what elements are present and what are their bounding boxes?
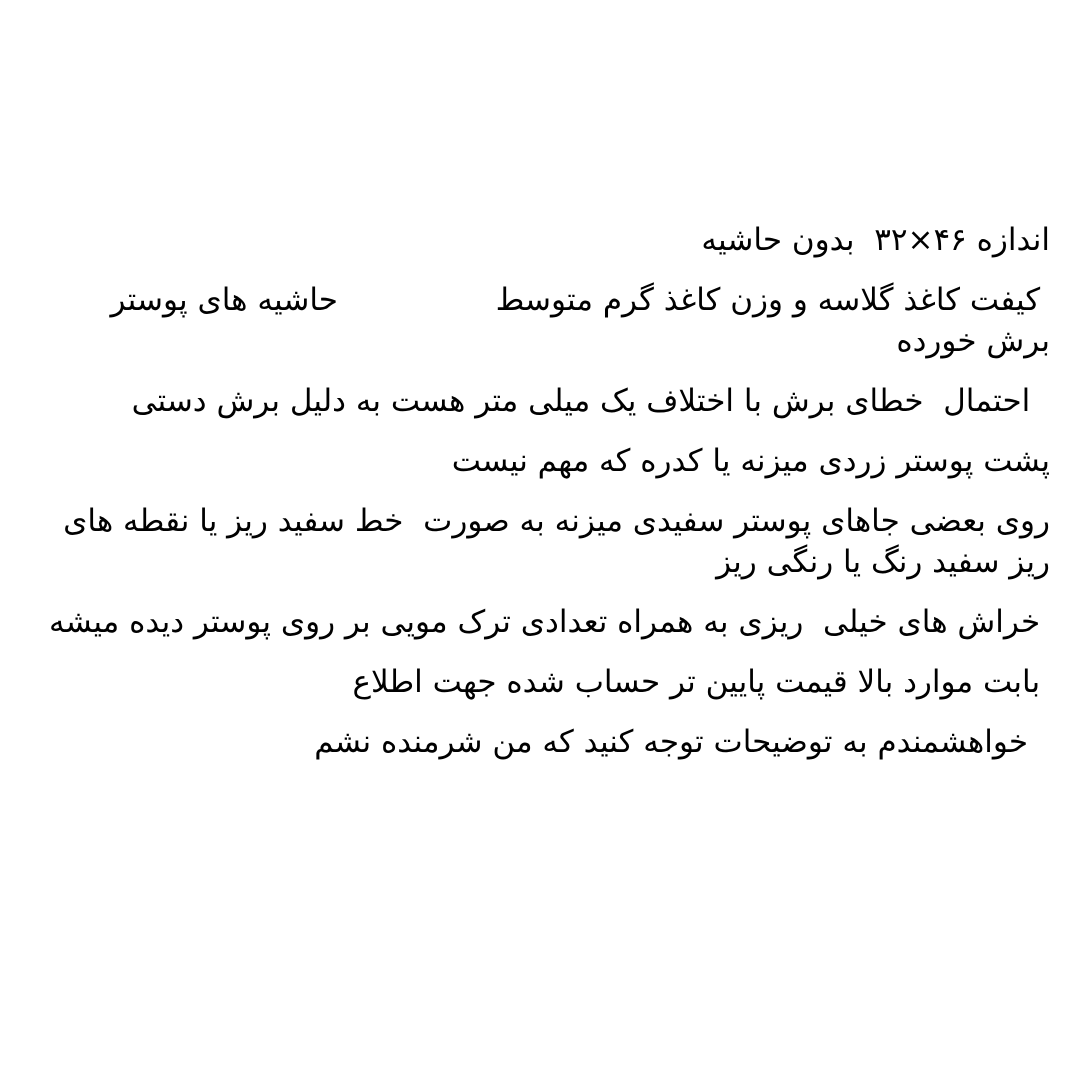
white-spots-line: روی بعضی جاهای پوستر سفیدی میزنه به صورت خط سفید ریز یا نقطه های ریز سفید رنگ یا رنگی ریز [53,503,1050,580]
paper-quality-line: کیفت کاغذ گلاسه و وزن کاغذ گرم متوسط حاشیه های پوستر برش خورده [100,282,1050,359]
request-note-line: خواهشمندم به توضیحات توجه کنید که من شرمنده نشم [314,724,1028,760]
back-yellowing-line: پشت پوستر زردی میزنه یا کدره که مهم نیست [451,443,1050,479]
scratches-line: خراش های خیلی ریزی به همراه تعدادی ترک مویی بر روی پوستر دیده میشه [49,604,1050,640]
product-description [40,220,1050,782]
size-line: اندازه ۴۶×۳۲ بدون حاشیه [701,222,1050,258]
cutting-error-line: احتمال خطای برش با اختلاف یک میلی متر هست به دلیل برش دستی [131,383,1050,419]
price-note-line: بابت موارد بالا قیمت پایین تر حساب شده جهت اطلاع [352,664,1050,700]
